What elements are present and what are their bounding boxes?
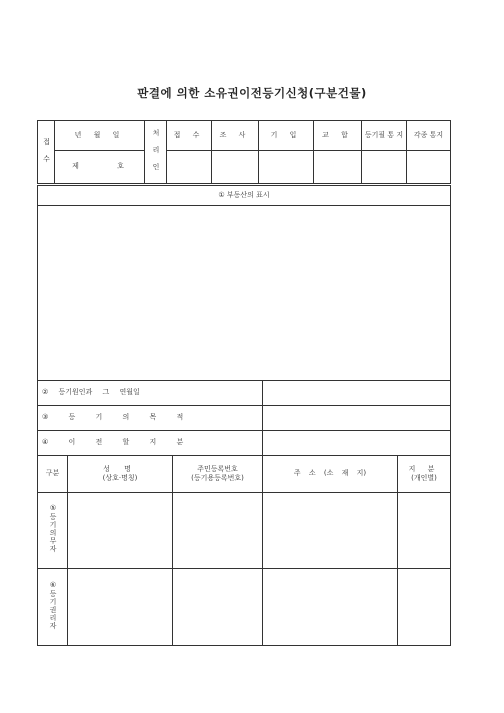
header-address: 주 소 (소 재 지) xyxy=(263,456,398,493)
right-holder-name[interactable] xyxy=(68,569,173,646)
header-name-sub: (상호·명칭) xyxy=(102,474,138,482)
obligor-label-cell xyxy=(38,493,68,569)
header-category: 구분 xyxy=(38,456,68,493)
right-holder-id[interactable] xyxy=(173,569,263,646)
receipt-date-label: 년 월 일 xyxy=(55,121,145,151)
cause-value[interactable] xyxy=(263,381,451,406)
header-id-cell xyxy=(173,456,263,493)
header-id: 주민등록번호 xyxy=(197,464,238,473)
col-receipt: 접 수 xyxy=(167,121,212,151)
processing-label: 처 리 인 xyxy=(152,129,161,172)
right-holder-label: ⑥등기권리자 xyxy=(49,580,58,630)
obligor-name[interactable] xyxy=(68,493,173,569)
property-content[interactable] xyxy=(38,206,451,381)
col-investigation: 조 사 xyxy=(212,121,259,151)
receipt-number-label: 제 호 xyxy=(55,151,145,184)
col-check: 교 합 xyxy=(314,121,362,151)
right-holder-label-cell xyxy=(38,569,68,646)
cell-notices-blank[interactable] xyxy=(407,151,451,184)
purpose-value[interactable] xyxy=(263,406,451,431)
cause-label: ② 등기원인과 그 연월일 xyxy=(38,381,263,406)
page-title: 판결에 의한 소유권이전등기신청(구분건물) xyxy=(137,86,367,100)
right-holder-address[interactable] xyxy=(263,569,398,646)
header-name: 성 명 xyxy=(103,464,137,473)
obligor-label: ⑤등기의무자 xyxy=(49,504,58,554)
receipt-label: 접 수 xyxy=(42,137,51,163)
header-share: 지 분 xyxy=(408,464,440,473)
col-entry: 기 입 xyxy=(259,121,314,151)
obligor-share[interactable] xyxy=(398,493,451,569)
cell-completion-blank[interactable] xyxy=(362,151,407,184)
col-completion-notice: 등기필 통 지 xyxy=(362,121,407,151)
obligor-id[interactable] xyxy=(173,493,263,569)
application-table xyxy=(37,185,451,646)
obligor-address[interactable] xyxy=(263,493,398,569)
cell-entry-blank[interactable] xyxy=(259,151,314,184)
cell-investigation-blank[interactable] xyxy=(212,151,259,184)
header-share-cell xyxy=(398,456,451,493)
property-header: ① 부동산의 표시 xyxy=(38,186,451,206)
cell-check-blank[interactable] xyxy=(314,151,362,184)
header-id-sub: (등기용등록번호) xyxy=(191,474,244,482)
header-name-cell xyxy=(68,456,173,493)
receipt-table xyxy=(37,120,451,184)
transfer-share-value[interactable] xyxy=(263,431,451,456)
receipt-label-cell xyxy=(38,121,55,184)
col-notices: 각종 통지 xyxy=(407,121,451,151)
cell-receipt-blank[interactable] xyxy=(167,151,212,184)
right-holder-share[interactable] xyxy=(398,569,451,646)
transfer-share-label: ④ 이 전 할 지 분 xyxy=(38,431,263,456)
processing-label-cell xyxy=(145,121,167,184)
purpose-label: ③ 등 기 의 목 적 xyxy=(38,406,263,431)
header-share-sub: (개인별) xyxy=(411,474,437,482)
